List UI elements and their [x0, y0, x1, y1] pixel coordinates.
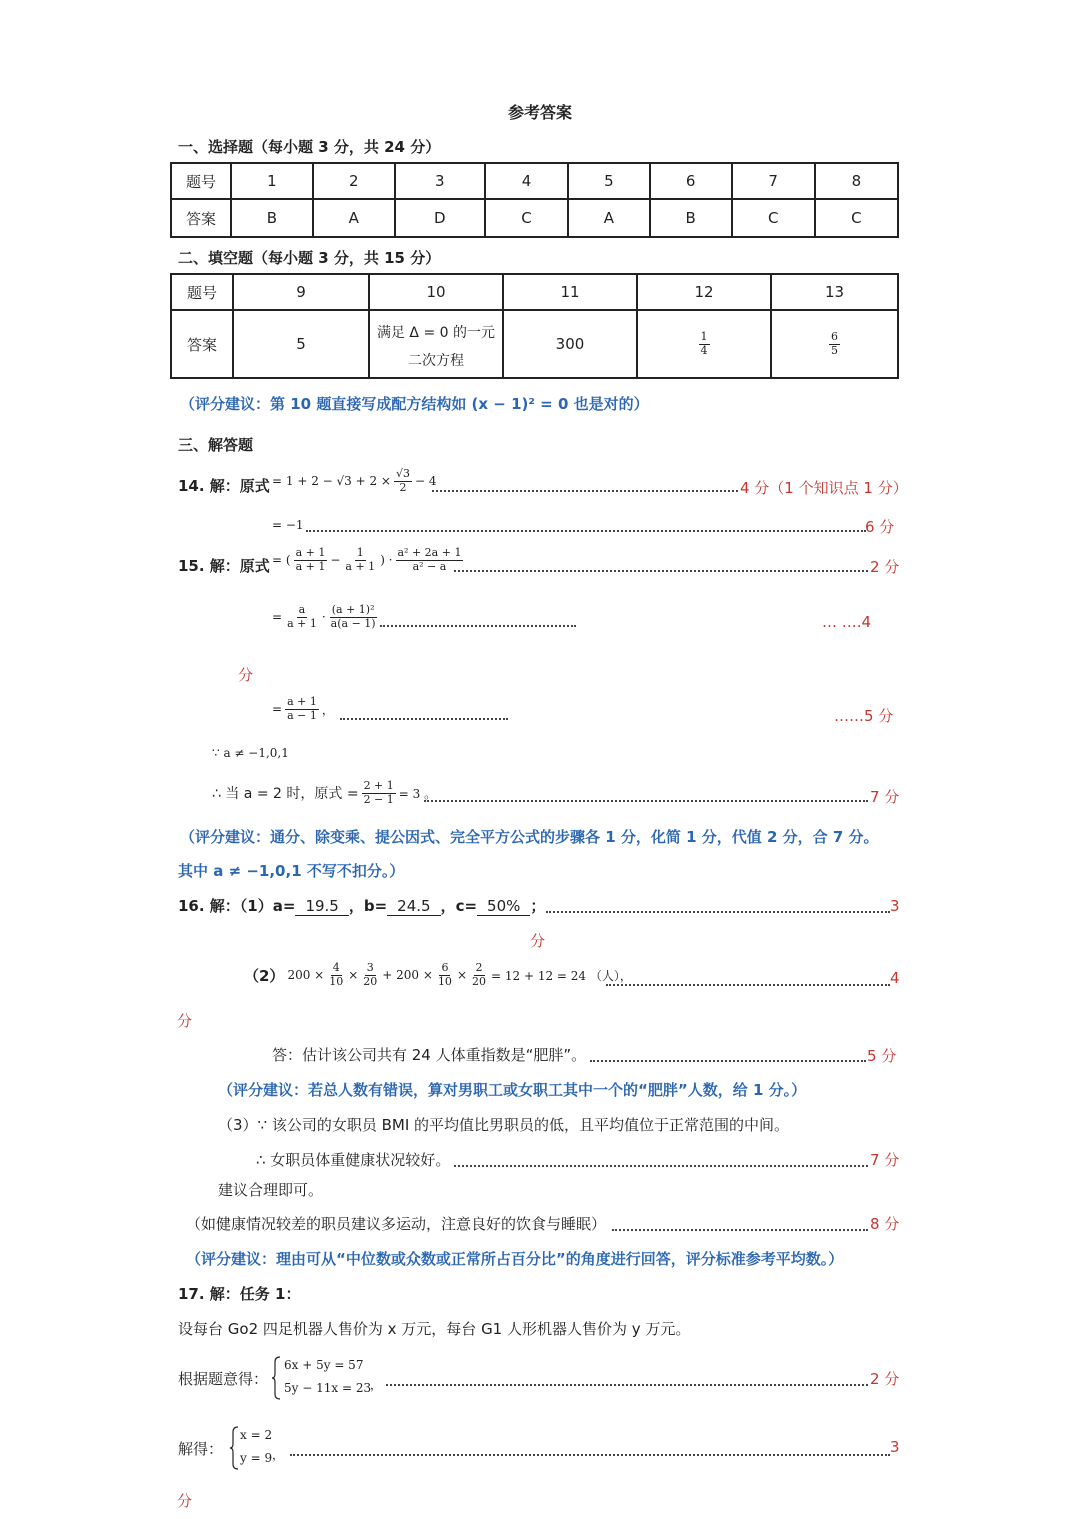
fraction — [343, 547, 377, 573]
answer-cell — [637, 310, 771, 378]
q16-score1-unit: 分 — [530, 932, 546, 950]
dot-leader — [380, 625, 576, 627]
numerator: √3 — [395, 467, 410, 480]
q16-label: 16. 解：（1）a= — [178, 897, 296, 915]
denominator: 10 — [437, 974, 452, 988]
q15-score2: … ….4 — [822, 613, 872, 631]
q17-sol1: x = 2 — [240, 1428, 273, 1442]
equals-sign: = — [272, 610, 283, 625]
dot-leader — [546, 911, 890, 913]
denominator: 20 — [363, 974, 378, 988]
dot-leader — [612, 1229, 868, 1231]
answer-cell: C — [485, 199, 568, 237]
section2-grading-note: （评分建议：第 10 题直接写成配方结构如 (x − 1)² = 0 也是对的） — [180, 395, 649, 413]
q17-score1: 2 分 — [870, 1370, 900, 1388]
denominator: a + 1 — [345, 559, 376, 573]
comma: ， — [272, 1448, 285, 1462]
q17-eq1: 6x + 5y = 57 — [284, 1358, 364, 1372]
q16-part2-label: （2） — [244, 966, 285, 985]
row-label: 答案 — [171, 310, 233, 378]
q15-score4: 7 分 — [870, 788, 900, 806]
numerator: 4 — [332, 961, 340, 974]
denominator: 5 — [831, 343, 838, 357]
q16-c-label: ，c= — [440, 897, 478, 915]
fill-answer-table — [170, 273, 899, 379]
q17-eq-label: 根据题意得： — [178, 1370, 269, 1388]
answer-cell — [771, 310, 898, 378]
numerator: a + 1 — [295, 546, 326, 559]
q15-score3: ……5 分 — [834, 707, 894, 725]
comma: ， — [370, 1378, 383, 1392]
q14-line2: = −1 — [272, 518, 304, 532]
dot-leader — [590, 1060, 866, 1062]
section1-heading: 一、选择题（每小题 3 分，共 24 分） — [178, 138, 441, 156]
q15-line1-mid: ) · — [380, 553, 393, 568]
row-label: 题号 — [171, 163, 231, 199]
answer-cell — [369, 310, 503, 378]
table-row — [171, 199, 898, 237]
dot-leader — [340, 718, 508, 720]
numerator: 1 — [700, 329, 708, 343]
numerator: 3 — [366, 961, 374, 974]
q17-score2: 3 — [890, 1438, 900, 1456]
q17-eq2: 5y − 11x = 23 — [284, 1381, 372, 1395]
fraction — [327, 962, 345, 988]
times-sign: × — [456, 968, 467, 983]
fraction — [362, 780, 396, 806]
q14-expression — [272, 468, 437, 494]
answer-cell: B — [231, 199, 313, 237]
q16-part3-line3: 建议合理即可。 — [218, 1181, 324, 1199]
fraction — [329, 604, 378, 630]
answer-10-line2: 二次方程 — [408, 353, 464, 369]
q15-score2-unit: 分 — [238, 666, 254, 684]
q15-label: 15. 解：原式 — [178, 557, 270, 575]
fraction — [470, 962, 488, 988]
q16-part3-line1: （3）∵ 该公司的女职员 BMI 的平均值比男职员的低，且平均值位于正常范围的中间。 — [218, 1116, 790, 1134]
equals-sign: = — [272, 702, 283, 717]
q14-score2: 6 分 — [865, 518, 895, 536]
row-label: 答案 — [171, 199, 231, 237]
answer-cell: D — [395, 199, 485, 237]
question-number: 11 — [503, 274, 637, 310]
answer-cell: 300 — [503, 310, 637, 378]
numerator: a — [298, 603, 306, 616]
q16-score4: 7 分 — [870, 1151, 900, 1169]
denominator: 2 − 1 — [363, 792, 394, 806]
section2-heading: 二、填空题（每小题 3 分，共 15 分） — [178, 249, 441, 267]
q15-grading-note: （评分建议：通分、除变乘、提公因式、完全平方公式的步骤各 1 分，化简 1 分，代值 2 分，合 7 分。 — [180, 828, 879, 846]
fraction — [285, 604, 319, 630]
minus-sign: − — [330, 553, 341, 568]
numerator: 6 — [441, 961, 449, 974]
q16-score3: 5 分 — [867, 1047, 897, 1065]
answer-cell: C — [732, 199, 815, 237]
q16-expr: 200 × — [287, 968, 325, 983]
row-label: 题号 — [171, 274, 233, 310]
dot-leader — [454, 570, 868, 572]
dot-leader — [424, 800, 868, 802]
q14-score1: 4 分（1 个知识点 1 分） — [740, 479, 908, 497]
fraction — [361, 962, 379, 988]
denominator: 2 — [399, 480, 407, 494]
brace-icon — [271, 1356, 281, 1400]
answer-10-line1: 满足 Δ = 0 的一元 — [376, 325, 495, 341]
question-number: 12 — [637, 274, 771, 310]
question-number: 8 — [815, 163, 898, 199]
question-number: 3 — [395, 163, 485, 199]
denominator: a² − a — [412, 559, 447, 573]
q16-expr: + 200 × — [382, 968, 433, 983]
q17-setup: 设每台 Go2 四足机器人售价为 x 万元，每台 G1 人形机器人售价为 y 万元。 — [178, 1320, 691, 1338]
q15-therefore-pre: ∴ 当 a = 2 时，原式 = — [212, 786, 359, 803]
choice-answer-table — [170, 162, 899, 238]
answer-cell: 5 — [233, 310, 369, 378]
answer-13-fraction — [829, 331, 840, 357]
q16-part3-line4: （如健康情况较差的职员建议多运动，注意良好的饮食与睡眠） — [186, 1215, 607, 1233]
q16-answer-text: 答：估计该公司共有 24 人体重指数是“肥胖”。 — [272, 1046, 587, 1064]
fraction — [285, 696, 319, 722]
q15-line1-pre: = ( — [272, 553, 291, 568]
numerator: 2 — [475, 961, 483, 974]
q15-score1: 2 分 — [870, 558, 900, 576]
q16-score1: 3 — [890, 897, 900, 915]
q16-tail: ； — [530, 897, 546, 915]
numerator: 1 — [356, 546, 364, 559]
fraction — [294, 547, 328, 573]
q16-b-label: ，b= — [348, 897, 388, 915]
q16-answer-c: 50% — [477, 897, 530, 916]
q17-label: 17. 解：任务 1： — [178, 1285, 301, 1303]
dot-leader — [386, 1384, 868, 1386]
q14-expr-b: − 4 — [415, 474, 437, 489]
comma: ， — [321, 702, 334, 717]
question-number: 1 — [231, 163, 313, 199]
question-number: 2 — [313, 163, 395, 199]
dot-leader — [454, 1165, 868, 1167]
denominator: a + 1 — [295, 559, 326, 573]
q16-grading-note-2: （评分建议：理由可从“中位数或众数或正常所占百分比”的角度进行回答，评分标准参考平均数。） — [186, 1250, 844, 1268]
denominator: a − 1 — [287, 708, 317, 722]
q16-answer-b: 24.5 — [387, 897, 440, 916]
q17-score2-unit: 分 — [177, 1492, 193, 1510]
section3-heading: 三、解答题 — [178, 436, 254, 454]
q15-line3 — [272, 696, 334, 722]
question-number: 5 — [568, 163, 650, 199]
answer-cell: C — [815, 199, 898, 237]
q15-line1 — [272, 547, 463, 573]
q15-therefore — [212, 780, 436, 806]
dot-operator: · — [321, 610, 326, 625]
q16-expr-result: = 12 + 12 = 24 （人）， — [491, 968, 632, 983]
q16-score2-unit: 分 — [177, 1012, 193, 1030]
denominator: 10 — [329, 974, 344, 988]
q14-expr-a: = 1 + 2 − √3 + 2 × — [272, 474, 391, 489]
table-row — [171, 274, 898, 310]
answer-cell: A — [568, 199, 650, 237]
numerator: a + 1 — [287, 695, 317, 708]
q16-grading-note: （评分建议：若总人数有错误，算对男职工或女职工其中一个的“肥胖”人数，给 1 分。） — [218, 1081, 807, 1099]
denominator: a(a − 1) — [330, 616, 376, 630]
question-number: 4 — [485, 163, 568, 199]
q16-score2: 4 — [890, 969, 900, 987]
q16-answer-a: 19.5 — [295, 897, 348, 916]
dot-leader — [606, 984, 890, 986]
answer-cell: B — [650, 199, 732, 237]
denominator: a + 1 — [287, 616, 317, 630]
times-sign: × — [348, 968, 359, 983]
denominator: 4 — [700, 343, 708, 357]
question-number: 9 — [233, 274, 369, 310]
q17-sol2: y = 9 — [240, 1451, 273, 1465]
table-row — [171, 310, 898, 378]
table-row — [171, 163, 898, 199]
q15-because: ∵ a ≠ −1,0,1 — [212, 746, 289, 760]
question-number: 7 — [732, 163, 815, 199]
brace-icon — [229, 1426, 239, 1470]
denominator: 20 — [472, 974, 486, 988]
question-number: 10 — [369, 274, 503, 310]
q14-label: 14. 解：原式 — [178, 477, 270, 495]
answer-cell: A — [313, 199, 395, 237]
numerator: 6 — [831, 329, 838, 343]
q15-grading-note-2: 其中 a ≠ −1,0,1 不写不扣分。） — [178, 862, 405, 880]
q14-fraction — [394, 468, 412, 494]
dot-leader — [290, 1454, 890, 1456]
dot-leader — [432, 490, 738, 492]
page-title: 参考答案 — [508, 103, 573, 122]
numerator: a² + 2a + 1 — [397, 546, 462, 559]
numerator: 2 + 1 — [363, 779, 394, 792]
question-number: 6 — [650, 163, 732, 199]
question-number: 13 — [771, 274, 898, 310]
q17-sol-label: 解得： — [178, 1440, 224, 1458]
q16-score5: 8 分 — [870, 1215, 900, 1233]
q15-therefore-post: = 3 。 — [398, 786, 437, 801]
dot-leader — [306, 530, 866, 532]
q15-line2 — [272, 604, 378, 630]
fraction — [436, 962, 454, 988]
q16-part3-line2: ∴ 女职员体重健康状况较好。 — [256, 1151, 451, 1169]
q16-part2 — [244, 962, 632, 988]
answer-12-fraction — [699, 331, 710, 357]
q16-part1 — [178, 895, 545, 916]
numerator: (a + 1)² — [331, 603, 375, 616]
